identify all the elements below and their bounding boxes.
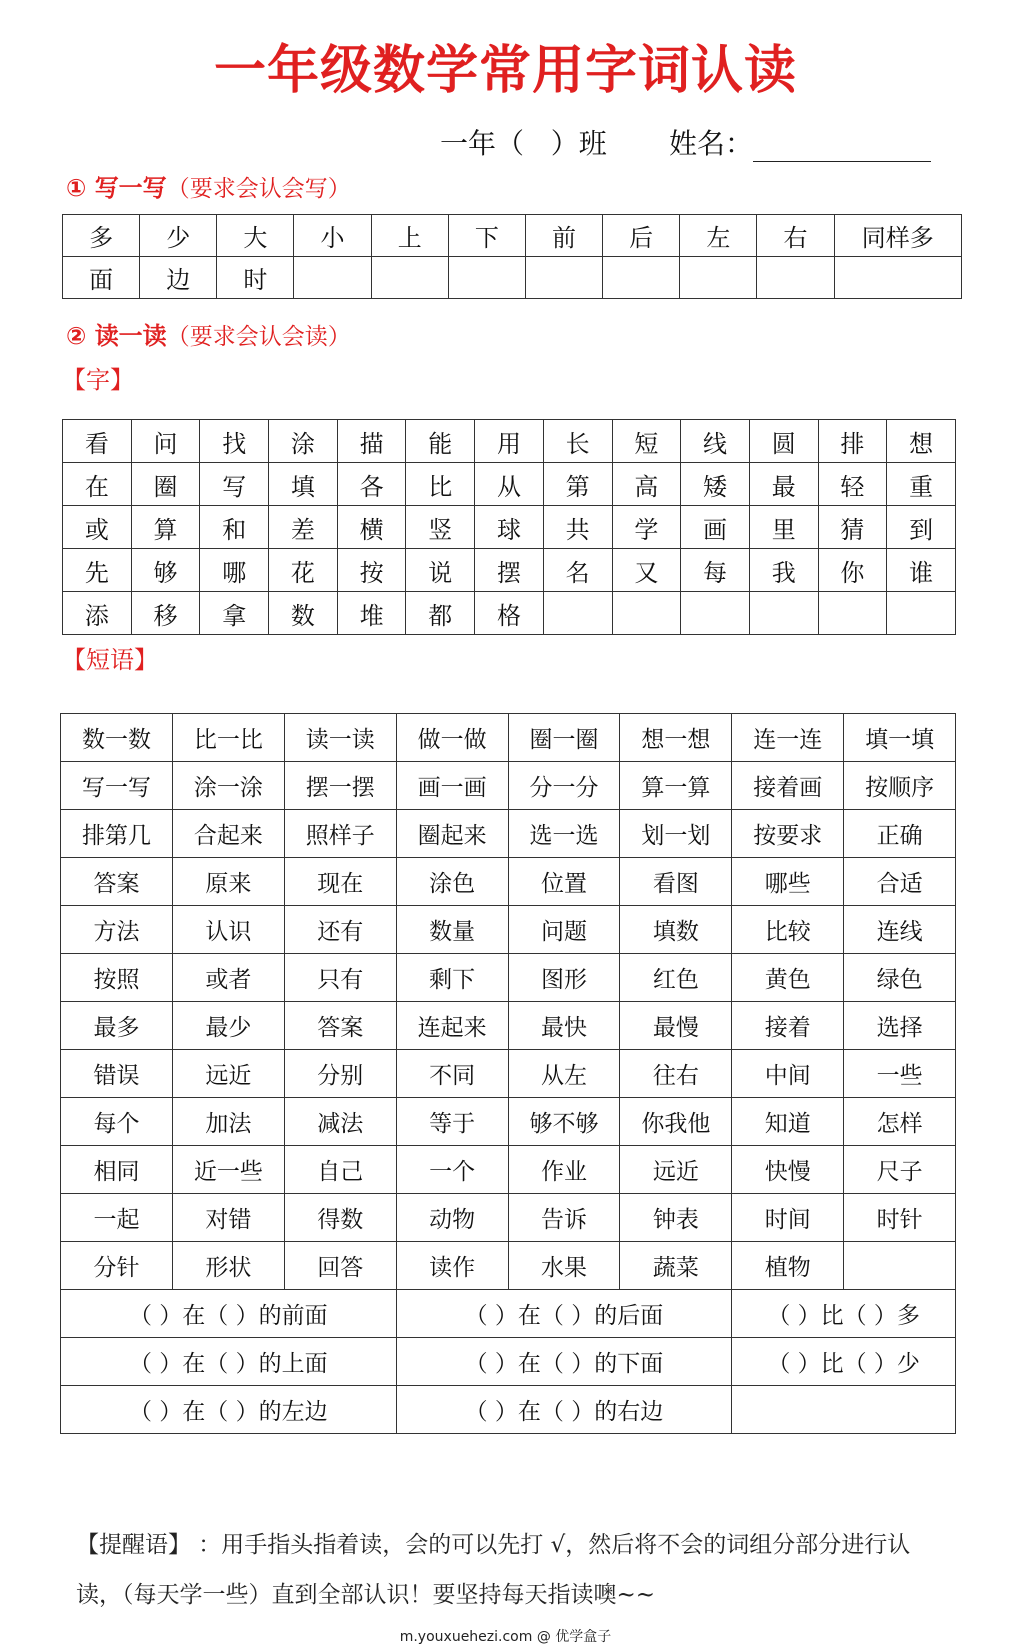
phrase-cell: 最慢 xyxy=(620,1002,732,1050)
phrase-cell: 填数 xyxy=(620,906,732,954)
char-cell: 边 xyxy=(140,257,217,299)
phrase-cell: 接着画 xyxy=(732,762,844,810)
char-cell xyxy=(448,257,525,299)
phrase-cell: 最快 xyxy=(508,1002,620,1050)
phrase-cell: 从左 xyxy=(508,1050,620,1098)
phrase-cell: 问题 xyxy=(508,906,620,954)
position-phrase-cell: （ ）在（ ）的后面 xyxy=(396,1290,732,1338)
char-cell: 从 xyxy=(475,463,544,506)
char-cell: 左 xyxy=(680,215,757,257)
table-row xyxy=(61,810,956,858)
phrase-cell: 合适 xyxy=(844,858,956,906)
char-cell: 拿 xyxy=(200,592,269,635)
char-cell: 第 xyxy=(543,463,612,506)
char-cell: 共 xyxy=(543,506,612,549)
phrase-cell: 蔬菜 xyxy=(620,1242,732,1290)
char-cell: 看 xyxy=(63,420,132,463)
char-cell xyxy=(757,257,834,299)
char-cell: 长 xyxy=(543,420,612,463)
char-cell xyxy=(749,592,818,635)
table-row xyxy=(61,1050,956,1098)
section1-num: ① xyxy=(66,174,87,202)
table-row xyxy=(61,1386,956,1434)
char-cell: 问 xyxy=(131,420,200,463)
char-cell: 描 xyxy=(337,420,406,463)
phrase-cell: 怎样 xyxy=(844,1098,956,1146)
table-row xyxy=(63,549,956,592)
phrase-cell: 哪些 xyxy=(732,858,844,906)
char-cell: 我 xyxy=(749,549,818,592)
phrase-cell: 近一些 xyxy=(172,1146,284,1194)
char-cell: 你 xyxy=(818,549,887,592)
phrase-cell: 按要求 xyxy=(732,810,844,858)
phrase-cell: 植物 xyxy=(732,1242,844,1290)
char-cell: 每 xyxy=(681,549,750,592)
phrase-cell: 剩下 xyxy=(396,954,508,1002)
phrase-cell: 作业 xyxy=(508,1146,620,1194)
char-cell: 时 xyxy=(217,257,294,299)
section1-heading xyxy=(66,168,351,203)
phrase-cell: 答案 xyxy=(61,858,173,906)
char-cell: 多 xyxy=(63,215,140,257)
position-phrase-cell xyxy=(732,1386,956,1434)
section2-title: 读一读 xyxy=(94,322,167,350)
phrase-cell: 答案 xyxy=(284,1002,396,1050)
char-cell: 说 xyxy=(406,549,475,592)
char-cell: 各 xyxy=(337,463,406,506)
char-cell: 最 xyxy=(749,463,818,506)
phrase-cell: 得数 xyxy=(284,1194,396,1242)
char-cell: 填 xyxy=(269,463,338,506)
table-row xyxy=(63,420,956,463)
phrase-cell: 减法 xyxy=(284,1098,396,1146)
char-cell: 同样多 xyxy=(834,215,961,257)
read-chars-table xyxy=(62,419,956,635)
char-cell: 差 xyxy=(269,506,338,549)
char-cell: 想 xyxy=(887,420,956,463)
table-row xyxy=(61,762,956,810)
phrase-cell: 分一分 xyxy=(508,762,620,810)
phrase-cell: 圈一圈 xyxy=(508,714,620,762)
phrase-cell: 圈起来 xyxy=(396,810,508,858)
phrase-cell: 时针 xyxy=(844,1194,956,1242)
phrase-cell: 钟表 xyxy=(620,1194,732,1242)
char-cell: 数 xyxy=(269,592,338,635)
table-row xyxy=(61,714,956,762)
char-cell xyxy=(525,257,602,299)
char-cell xyxy=(681,592,750,635)
table-row xyxy=(61,954,956,1002)
name-label: 姓名： xyxy=(669,127,754,160)
phrase-cell: 尺子 xyxy=(844,1146,956,1194)
char-cell: 上 xyxy=(371,215,448,257)
char-cell: 里 xyxy=(749,506,818,549)
phrase-cell: 涂一涂 xyxy=(172,762,284,810)
char-cell: 名 xyxy=(543,549,612,592)
char-cell: 或 xyxy=(63,506,132,549)
phrase-cell: 连起来 xyxy=(396,1002,508,1050)
phrase-cell: 数量 xyxy=(396,906,508,954)
phrase-cell: 按照 xyxy=(61,954,173,1002)
phrase-cell: 不同 xyxy=(396,1050,508,1098)
char-cell xyxy=(371,257,448,299)
phrase-cell: 黄色 xyxy=(732,954,844,1002)
table-row xyxy=(61,1002,956,1050)
char-cell: 横 xyxy=(337,506,406,549)
char-cell: 竖 xyxy=(406,506,475,549)
phrase-cell xyxy=(844,1242,956,1290)
table-row xyxy=(61,858,956,906)
char-cell xyxy=(294,257,371,299)
phrase-cell: 现在 xyxy=(284,858,396,906)
char-cell: 哪 xyxy=(200,549,269,592)
phrase-cell: 连一连 xyxy=(732,714,844,762)
phrase-cell: 认识 xyxy=(172,906,284,954)
phrase-cell: 选一选 xyxy=(508,810,620,858)
phrase-cell: 接着 xyxy=(732,1002,844,1050)
phrase-cell: 看图 xyxy=(620,858,732,906)
table-row xyxy=(63,463,956,506)
table-row xyxy=(63,592,956,635)
phrase-cell: 原来 xyxy=(172,858,284,906)
char-cell: 到 xyxy=(887,506,956,549)
position-phrase-cell: （ ）在（ ）的右边 xyxy=(396,1386,732,1434)
char-cell: 右 xyxy=(757,215,834,257)
footer-watermark: m.youxuehezi.com @ 优学盒子 xyxy=(399,1629,612,1645)
table-row xyxy=(61,1146,956,1194)
char-cell xyxy=(887,592,956,635)
phrase-cell: 图形 xyxy=(508,954,620,1002)
table-row xyxy=(61,1290,956,1338)
phrase-cell: 告诉 xyxy=(508,1194,620,1242)
phrase-cell: 连线 xyxy=(844,906,956,954)
char-cell: 在 xyxy=(63,463,132,506)
char-cell xyxy=(543,592,612,635)
char-cell: 够 xyxy=(131,549,200,592)
phrase-cell: 动物 xyxy=(396,1194,508,1242)
phrase-cell: 读一读 xyxy=(284,714,396,762)
phrase-cell: 回答 xyxy=(284,1242,396,1290)
phrase-label: 【短语】 xyxy=(62,646,158,674)
char-cell: 圈 xyxy=(131,463,200,506)
position-phrase-cell: （ ）在（ ）的上面 xyxy=(61,1338,397,1386)
char-cell: 球 xyxy=(475,506,544,549)
char-cell: 谁 xyxy=(887,549,956,592)
phrase-cell: 一些 xyxy=(844,1050,956,1098)
char-cell: 按 xyxy=(337,549,406,592)
char-cell: 小 xyxy=(294,215,371,257)
phrases-table xyxy=(60,713,956,1434)
phrase-cell: 还有 xyxy=(284,906,396,954)
char-cell: 线 xyxy=(681,420,750,463)
position-phrase-cell: （ ）比（ ）少 xyxy=(732,1338,956,1386)
phrase-cell: 正确 xyxy=(844,810,956,858)
phrase-cell: 每个 xyxy=(61,1098,173,1146)
table-row xyxy=(63,215,962,257)
reminder-text: 【提醒语】 ：用手指头指着读，会的可以先打 √，然后将不会的词组分部分进行认读，（每天学一些）直到全部认识！要坚持每天指读噢~~ xyxy=(76,1532,911,1608)
phrase-cell: 分针 xyxy=(61,1242,173,1290)
char-cell: 后 xyxy=(603,215,680,257)
char-cell: 圆 xyxy=(749,420,818,463)
phrase-cell: 远近 xyxy=(620,1146,732,1194)
class-name-line xyxy=(440,122,931,162)
char-cell: 用 xyxy=(475,420,544,463)
section1-title: 写一写 xyxy=(94,174,167,202)
char-cell: 花 xyxy=(269,549,338,592)
position-phrase-cell: （ ）在（ ）的左边 xyxy=(61,1386,397,1434)
phrase-cell: 够不够 xyxy=(508,1098,620,1146)
char-cell xyxy=(603,257,680,299)
phrase-cell: 涂色 xyxy=(396,858,508,906)
char-cell: 又 xyxy=(612,549,681,592)
char-cell: 能 xyxy=(406,420,475,463)
phrase-cell: 读作 xyxy=(396,1242,508,1290)
position-phrase-cell: （ ）在（ ）的前面 xyxy=(61,1290,397,1338)
table-row xyxy=(61,1194,956,1242)
char-cell: 都 xyxy=(406,592,475,635)
section2-num: ② xyxy=(66,322,87,350)
phrase-cell: 位置 xyxy=(508,858,620,906)
phrase-cell: 一个 xyxy=(396,1146,508,1194)
phrase-cell: 排第几 xyxy=(61,810,173,858)
phrase-cell: 按顺序 xyxy=(844,762,956,810)
char-cell: 格 xyxy=(475,592,544,635)
char-cell: 添 xyxy=(63,592,132,635)
phrase-cell: 知道 xyxy=(732,1098,844,1146)
phrase-cell: 写一写 xyxy=(61,762,173,810)
phrase-cell: 摆一摆 xyxy=(284,762,396,810)
phrase-cell: 对错 xyxy=(172,1194,284,1242)
table-row xyxy=(61,1338,956,1386)
char-cell: 比 xyxy=(406,463,475,506)
phrase-cell: 加法 xyxy=(172,1098,284,1146)
phrase-cell: 中间 xyxy=(732,1050,844,1098)
char-cell: 找 xyxy=(200,420,269,463)
position-phrase-cell: （ ）在（ ）的下面 xyxy=(396,1338,732,1386)
char-cell xyxy=(818,592,887,635)
table-row xyxy=(61,906,956,954)
phrase-cell: 填一填 xyxy=(844,714,956,762)
char-cell: 前 xyxy=(525,215,602,257)
write-table xyxy=(62,214,962,299)
char-cell: 下 xyxy=(448,215,525,257)
phrase-cell: 算一算 xyxy=(620,762,732,810)
char-cell: 面 xyxy=(63,257,140,299)
phrase-cell: 相同 xyxy=(61,1146,173,1194)
char-cell: 先 xyxy=(63,549,132,592)
char-cell: 学 xyxy=(612,506,681,549)
char-cell: 移 xyxy=(131,592,200,635)
phrase-cell: 往右 xyxy=(620,1050,732,1098)
char-cell xyxy=(834,257,961,299)
char-cell: 少 xyxy=(140,215,217,257)
phrase-cell: 照样子 xyxy=(284,810,396,858)
table-row xyxy=(63,257,962,299)
char-cell: 大 xyxy=(217,215,294,257)
phrase-cell: 自己 xyxy=(284,1146,396,1194)
char-cell: 写 xyxy=(200,463,269,506)
table-row xyxy=(63,506,956,549)
phrase-cell: 想一想 xyxy=(620,714,732,762)
section2-sub: （要求会认会读） xyxy=(166,324,351,350)
phrase-cell: 等于 xyxy=(396,1098,508,1146)
class-field: 一年（ ）班 xyxy=(440,127,607,160)
phrase-cell: 最少 xyxy=(172,1002,284,1050)
char-cell: 算 xyxy=(131,506,200,549)
table-row xyxy=(61,1242,956,1290)
phrase-cell: 比较 xyxy=(732,906,844,954)
phrase-cell: 时间 xyxy=(732,1194,844,1242)
phrase-cell: 比一比 xyxy=(172,714,284,762)
char-cell: 涂 xyxy=(269,420,338,463)
char-cell xyxy=(680,257,757,299)
name-blank xyxy=(753,133,931,162)
phrase-cell: 画一画 xyxy=(396,762,508,810)
char-cell: 高 xyxy=(612,463,681,506)
char-cell: 和 xyxy=(200,506,269,549)
char-cell xyxy=(612,592,681,635)
phrase-cell: 一起 xyxy=(61,1194,173,1242)
phrase-cell: 合起来 xyxy=(172,810,284,858)
phrase-cell: 只有 xyxy=(284,954,396,1002)
char-cell: 堆 xyxy=(337,592,406,635)
char-cell: 排 xyxy=(818,420,887,463)
table-row xyxy=(61,1098,956,1146)
phrase-cell: 方法 xyxy=(61,906,173,954)
phrase-cell: 水果 xyxy=(508,1242,620,1290)
char-label: 【字】 xyxy=(62,366,134,394)
phrase-cell: 或者 xyxy=(172,954,284,1002)
section1-sub: （要求会认会写） xyxy=(166,176,351,202)
char-cell: 重 xyxy=(887,463,956,506)
phrase-cell: 你我他 xyxy=(620,1098,732,1146)
char-cell: 矮 xyxy=(681,463,750,506)
position-phrase-cell: （ ）比（ ）多 xyxy=(732,1290,956,1338)
char-cell: 画 xyxy=(681,506,750,549)
page-title: 一年级数学常用字词认读 xyxy=(213,41,797,101)
phrase-cell: 选择 xyxy=(844,1002,956,1050)
phrase-cell: 做一做 xyxy=(396,714,508,762)
phrase-cell: 绿色 xyxy=(844,954,956,1002)
char-cell: 摆 xyxy=(475,549,544,592)
phrase-cell: 远近 xyxy=(172,1050,284,1098)
phrase-cell: 数一数 xyxy=(61,714,173,762)
section2-heading xyxy=(66,316,351,351)
char-cell: 猜 xyxy=(818,506,887,549)
phrase-cell: 分别 xyxy=(284,1050,396,1098)
phrase-cell: 快慢 xyxy=(732,1146,844,1194)
char-cell: 短 xyxy=(612,420,681,463)
phrase-cell: 最多 xyxy=(61,1002,173,1050)
char-cell: 轻 xyxy=(818,463,887,506)
phrase-cell: 形状 xyxy=(172,1242,284,1290)
phrase-cell: 划一划 xyxy=(620,810,732,858)
phrase-cell: 错误 xyxy=(61,1050,173,1098)
phrase-cell: 红色 xyxy=(620,954,732,1002)
